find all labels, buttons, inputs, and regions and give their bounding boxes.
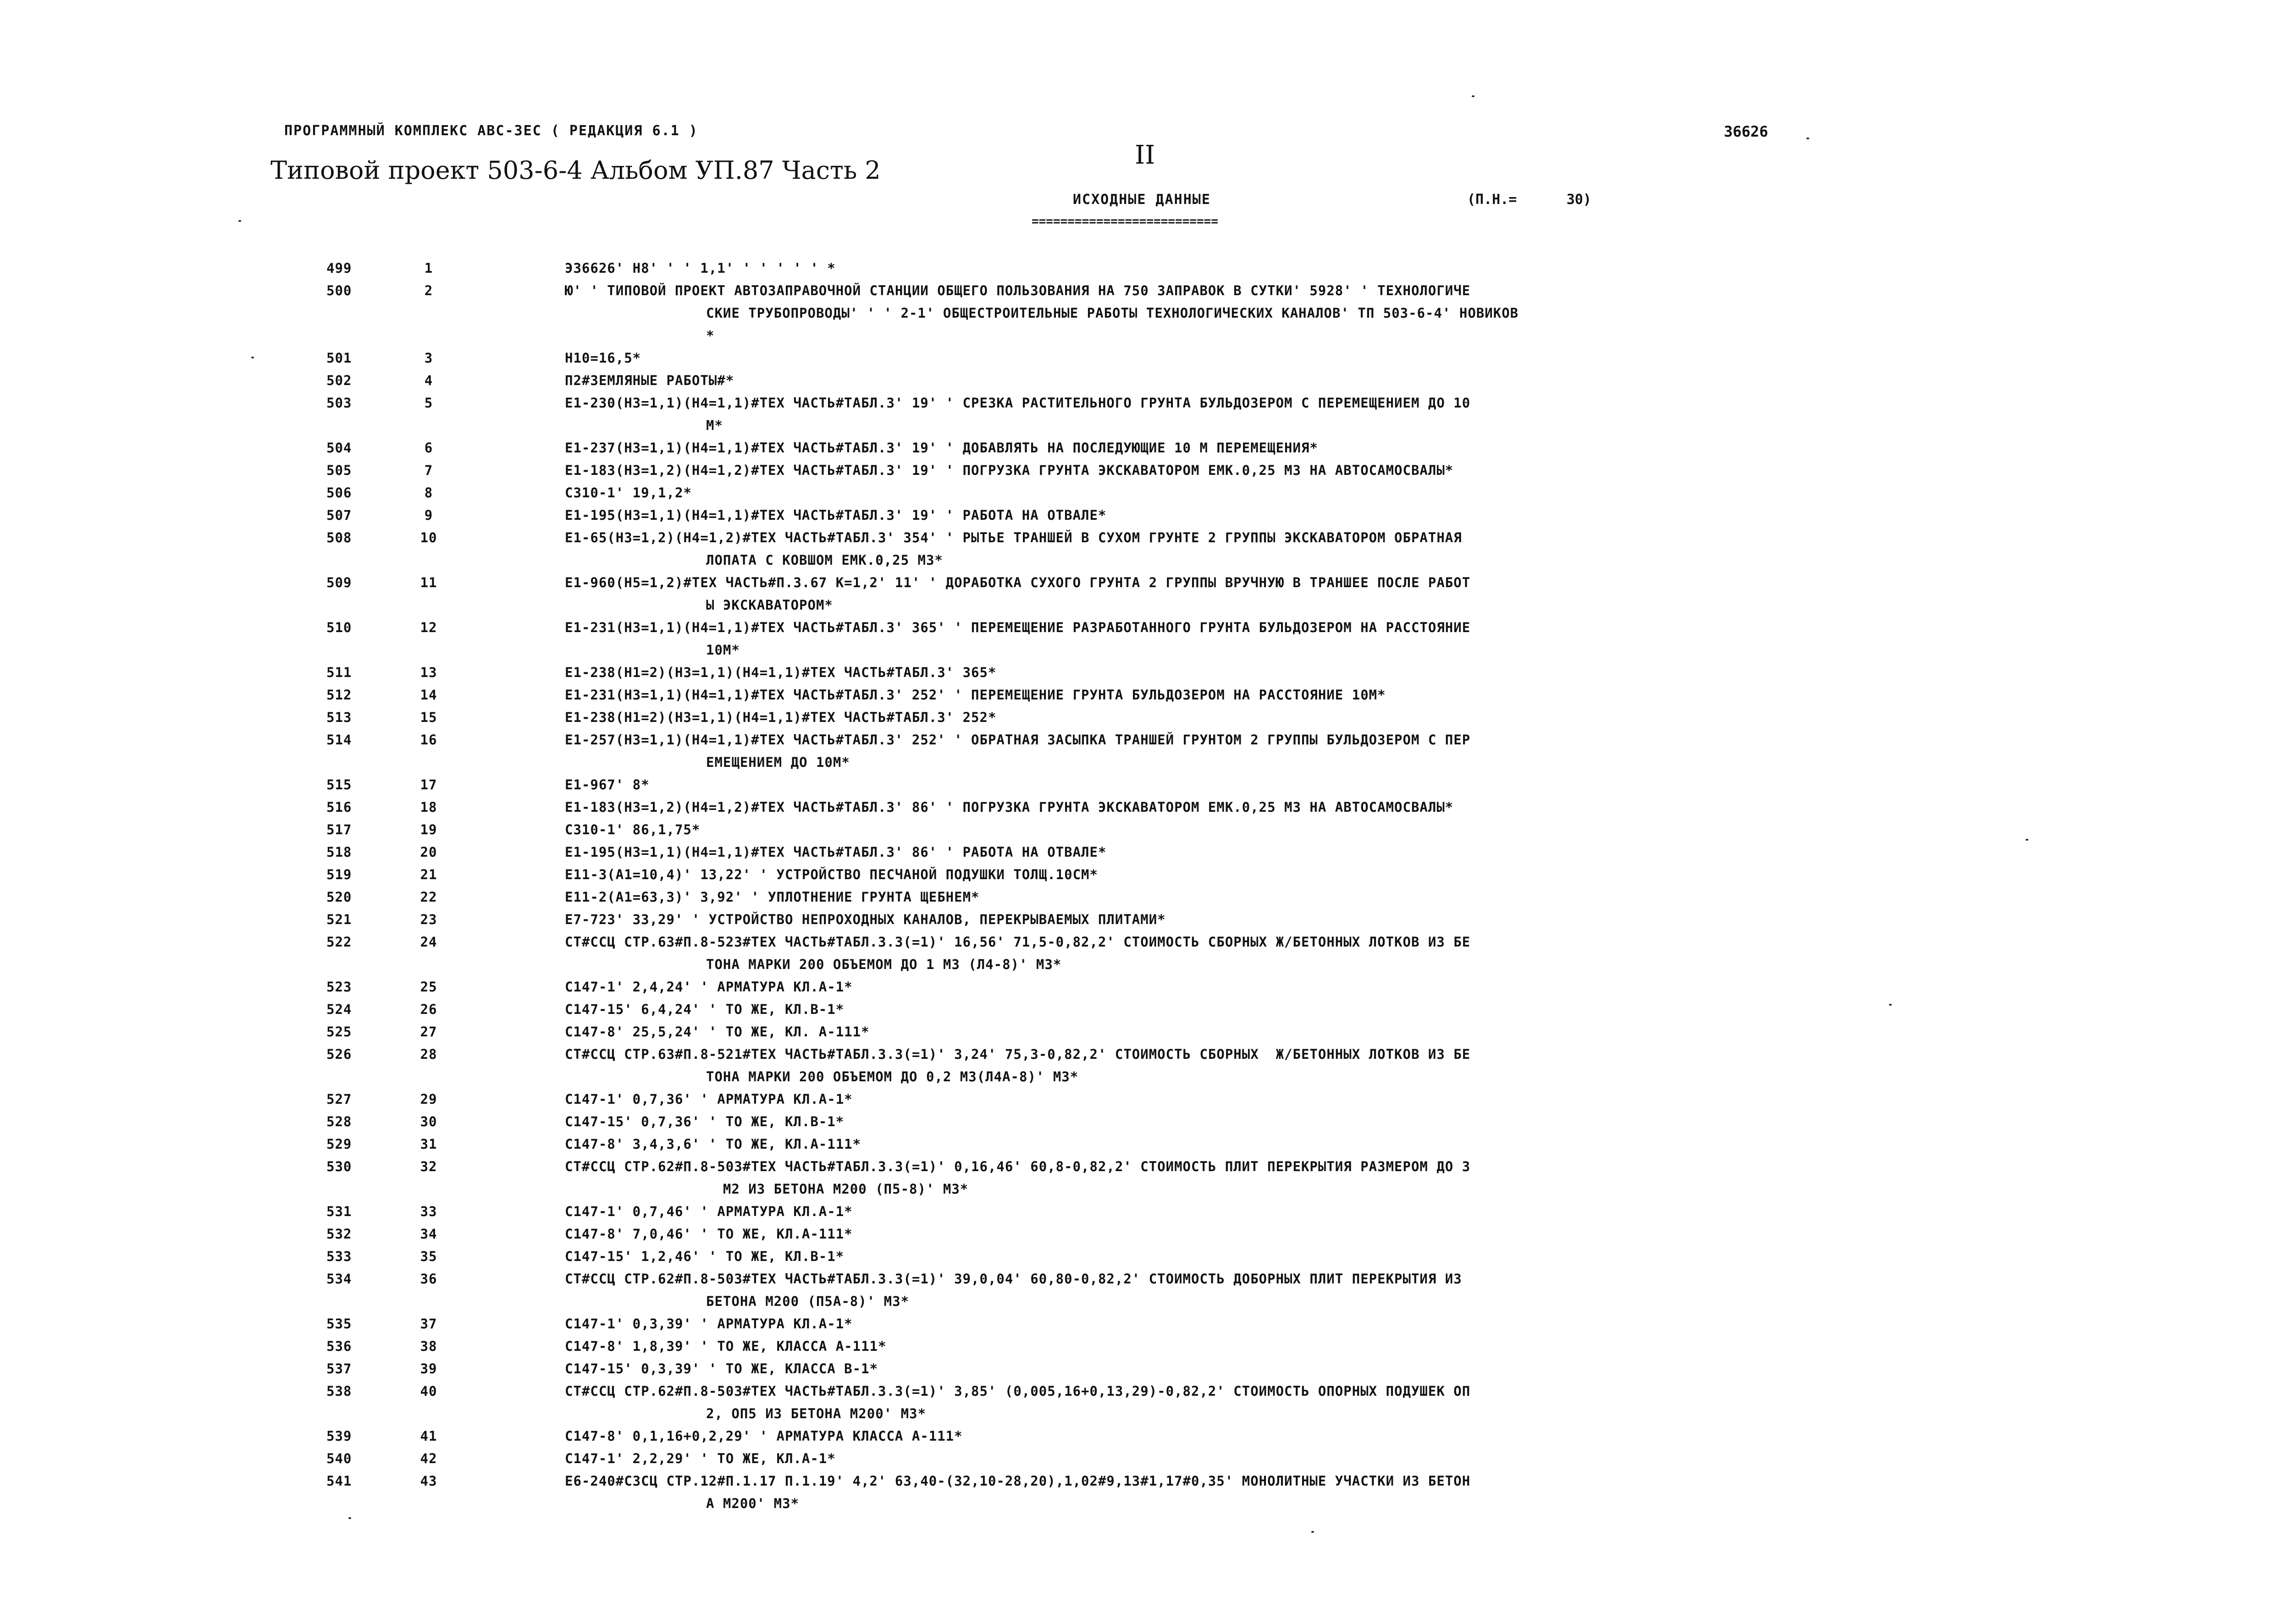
record-number: 522 [326,934,352,950]
record-text: Е1-237(Н3=1,1)(Н4=1,1)#ТЕХ ЧАСТЬ#ТАБЛ.3' 19' ' ДОБАВЛЯТЬ НА ПОСЛЕДУЮЩИЕ 10 М ПЕРЕМЕЩЕНИЯ* [565,440,1318,456]
line-number: 19 [420,822,437,837]
line-number: 5 [424,395,433,411]
record-text: Е1-231(Н3=1,1)(Н4=1,1)#ТЕХ ЧАСТЬ#ТАБЛ.3' 365' ' ПЕРЕМЕЩЕНИЕ РАЗРАБОТАННОГО ГРУНТА БУЛЬДОЗЕРОМ НА РАССТОЯНИЕ [565,620,1471,635]
line-number: 15 [420,710,437,725]
line-number: 18 [420,799,437,815]
line-number: 23 [420,912,437,927]
record-text: Е1-195(Н3=1,1)(Н4=1,1)#ТЕХ ЧАСТЬ#ТАБЛ.3' 19' ' РАБОТА НА ОТВАЛЕ* [565,507,1107,523]
record-number: 534 [326,1271,352,1287]
record-text: Е1-65(Н3=1,2)(Н4=1,2)#ТЕХ ЧАСТЬ#ТАБЛ.3' 354' ' РЫТЬЕ ТРАНШЕЙ В СУХОМ ГРУНТЕ 2 ГРУППЫ ЭКСКАВАТОРОМ ОБРАТНАЯ [565,530,1462,545]
listing-row [0,459,2275,481]
listing-row [0,1380,2275,1402]
listing-row [0,1222,2275,1245]
line-number: 34 [420,1226,437,1242]
record-text: С147-8' 7,0,46' ' ТО ЖЕ, КЛ.А-111* [565,1226,853,1242]
record-continuation: 2, ОП5 ИЗ БЕТОНА М200' М3* [706,1406,926,1421]
listing-row [0,1492,2275,1514]
record-number: 511 [326,665,352,680]
record-continuation: ТОНА МАРКИ 200 ОБЪЕМОМ ДО 1 М3 (Л4-8)' М3* [706,957,1062,972]
listing-row [0,257,2275,279]
record-text: СТ#ССЦ СТР.62#П.8-503#ТЕХ ЧАСТЬ#ТАБЛ.3.3(=1)' 3,85' (0,005,16+0,13,29)-0,82,2' СТОИМОСТЬ ОПОРНЫХ ПОДУШЕК ОП [565,1383,1471,1399]
listing-row [0,616,2275,639]
record-number: 504 [326,440,352,456]
record-number: 523 [326,979,352,995]
record-continuation: ТОНА МАРКИ 200 ОБЪЕМОМ ДО 0,2 М3(Л4А-8)' М3* [706,1069,1079,1085]
record-text: СТ#ССЦ СТР.63#П.8-523#ТЕХ ЧАСТЬ#ТАБЛ.3.3(=1)' 16,56' 71,5-0,82,2' СТОИМОСТЬ СБОРНЫХ Ж/БЕТОННЫХ ЛОТКОВ ИЗ БЕ [565,934,1471,950]
record-number: 518 [326,844,352,860]
listing-row [0,930,2275,953]
record-number: 507 [326,507,352,523]
listing-row [0,706,2275,728]
record-text: С147-15' 6,4,24' ' ТО ЖЕ, КЛ.В-1* [565,1002,845,1017]
record-text: Е1-960(Н5=1,2)#ТЕХ ЧАСТЬ#П.3.67 К=1,2' 11' ' ДОРАБОТКА СУХОГО ГРУНТА 2 ГРУППЫ ВРУЧНУЮ В ТРАНШЕЕ ПОСЛЕ РАБОТ [565,575,1471,590]
listing-row [0,1335,2275,1357]
record-text: Е1-183(Н3=1,2)(Н4=1,2)#ТЕХ ЧАСТЬ#ТАБЛ.3' 86' ' ПОГРУЗКА ГРУНТА ЭКСКАВАТОРОМ ЕМК.0,25 М3 НА АВТОСАМОСВАЛЫ* [565,799,1454,815]
listing-row [0,571,2275,594]
line-number: 16 [420,732,437,748]
line-number: 39 [420,1361,437,1376]
listing-row [0,1200,2275,1222]
record-continuation: Ы ЭКСКАВАТОРОМ* [706,597,833,613]
line-number: 17 [420,777,437,793]
record-text: С147-1' 2,2,29' ' ТО ЖЕ, КЛ.А-1* [565,1451,836,1466]
listing-row [0,1312,2275,1335]
record-text: Е1-967' 8* [565,777,650,793]
record-text: Н10=16,5* [565,350,641,366]
record-number: 513 [326,710,352,725]
listing-row [0,818,2275,841]
record-number: 530 [326,1159,352,1174]
scan-speck [1311,1531,1314,1533]
record-number: 519 [326,867,352,882]
line-number: 30 [420,1114,437,1129]
listing-row [0,1088,2275,1110]
listing-row [0,1155,2275,1178]
listing-row [0,1402,2275,1425]
line-number: 28 [420,1046,437,1062]
record-number: 515 [326,777,352,793]
line-number: 10 [420,530,437,545]
line-number: 21 [420,867,437,882]
record-text: СТ#ССЦ СТР.62#П.8-503#ТЕХ ЧАСТЬ#ТАБЛ.3.3(=1)' 0,16,46' 60,8-0,82,2' СТОИМОСТЬ ПЛИТ ПЕРЕКРЫТИЯ РАЗМЕРОМ ДО 3 [565,1159,1471,1174]
record-text: Е1-230(Н3=1,1)(Н4=1,1)#ТЕХ ЧАСТЬ#ТАБЛ.3' 19' ' СРЕЗКА РАСТИТЕЛЬНОГО ГРУНТА БУЛЬДОЗЕРОМ С ПЕРЕМЕЩЕНИЕМ ДО 10 [565,395,1471,411]
scan-speck [2026,839,2028,841]
record-text: С147-1' 2,4,24' ' АРМАТУРА КЛ.А-1* [565,979,853,995]
record-number: 533 [326,1249,352,1264]
listing-row [0,728,2275,751]
record-continuation: М2 ИЗ БЕТОНА М200 (П5-8)' М3* [706,1181,969,1197]
line-number: 7 [424,462,433,478]
record-number: 517 [326,822,352,837]
line-number: 41 [420,1428,437,1444]
line-number: 31 [420,1136,437,1152]
line-number: 33 [420,1204,437,1219]
record-text: Е1-231(Н3=1,1)(Н4=1,1)#ТЕХ ЧАСТЬ#ТАБЛ.3' 252' ' ПЕРЕМЕЩЕНИЕ ГРУНТА БУЛЬДОЗЕРОМ НА РАССТОЯНИЕ 10М* [565,687,1386,703]
scan-speck [348,1517,351,1519]
record-text: Е1-238(Н1=2)(Н3=1,1)(Н4=1,1)#ТЕХ ЧАСТЬ#ТАБЛ.3' 252* [565,710,997,725]
line-number: 8 [424,485,433,501]
listing-row [0,1178,2275,1200]
record-number: 541 [326,1473,352,1489]
listing-row [0,414,2275,436]
record-text: П2#ЗЕМЛЯНЫЕ РАБОТЫ#* [565,373,734,388]
record-continuation: А М200' М3* [706,1496,800,1511]
listing-row [0,953,2275,975]
record-number: 499 [326,260,352,276]
record-number: 528 [326,1114,352,1129]
listing-row [0,549,2275,571]
line-number: 36 [420,1271,437,1287]
listing-row [0,1110,2275,1133]
listing-row [0,661,2275,683]
listing-row [0,1043,2275,1065]
listing-row [0,796,2275,818]
record-text: Е1-195(Н3=1,1)(Н4=1,1)#ТЕХ ЧАСТЬ#ТАБЛ.3' 86' ' РАБОТА НА ОТВАЛЕ* [565,844,1107,860]
roman-numeral: II [1135,140,1155,170]
listing-row [0,841,2275,863]
record-number: 512 [326,687,352,703]
record-text: С147-8' 1,8,39' ' ТО ЖЕ, КЛАССА А-111* [565,1338,887,1354]
listing-row [0,594,2275,616]
record-text: Е1-257(Н3=1,1)(Н4=1,1)#ТЕХ ЧАСТЬ#ТАБЛ.3' 252' ' ОБРАТНАЯ ЗАСЫПКА ТРАНШЕЙ ГРУНТОМ 2 ГРУППЫ БУЛЬДОЗЕРОМ С ПЕР [565,732,1471,748]
record-continuation: ЛОПАТА С КОВШОМ ЕМК.0,25 М3* [706,552,943,568]
record-continuation: БЕТОНА М200 (П5А-8)' М3* [706,1294,910,1309]
line-number: 13 [420,665,437,680]
record-number: 502 [326,373,352,388]
record-number: 506 [326,485,352,501]
listing-row [0,369,2275,391]
line-number: 22 [420,889,437,905]
line-number: 32 [420,1159,437,1174]
record-text: Е11-3(А1=10,4)' 13,22' ' УСТРОЙСТВО ПЕСЧАНОЙ ПОДУШКИ ТОЛЩ.10СМ* [565,867,1098,882]
line-number: 1 [424,260,433,276]
line-number: 2 [424,283,433,298]
listing-row [0,886,2275,908]
record-text: Е7-723' 33,29' ' УСТРОЙСТВО НЕПРОХОДНЫХ КАНАЛОВ, ПЕРЕКРЫВАЕМЫХ ПЛИТАМИ* [565,912,1166,927]
line-number: 25 [420,979,437,995]
listing-row [0,391,2275,414]
listing-row [0,526,2275,549]
listing [0,257,2275,1514]
listing-row [0,1290,2275,1312]
record-number: 501 [326,350,352,366]
line-number: 38 [420,1338,437,1354]
record-text: С147-15' 0,3,39' ' ТО ЖЕ, КЛАССА В-1* [565,1361,878,1376]
listing-row [0,998,2275,1020]
listing-row [0,1357,2275,1380]
listing-row [0,863,2275,886]
record-text: С147-8' 25,5,24' ' ТО ЖЕ, КЛ. А-111* [565,1024,870,1040]
program-header: ПРОГРАММНЫЙ КОМПЛЕКС АВС-ЗЕС ( РЕДАКЦИЯ 6.1 ) [284,123,698,139]
line-number: 43 [420,1473,437,1489]
listing-row [0,1065,2275,1088]
record-number: 525 [326,1024,352,1040]
record-number: 529 [326,1136,352,1152]
line-number: 40 [420,1383,437,1399]
record-continuation: ЕМЕЩЕНИЕМ ДО 10М* [706,754,850,770]
line-number: 42 [420,1451,437,1466]
record-text: С310-1' 19,1,2* [565,485,692,501]
record-text: Ю' ' ТИПОВОЙ ПРОЕКТ АВТОЗАПРАВОЧНОЙ СТАНЦИИ ОБЩЕГО ПОЛЬЗОВАНИЯ НА 750 ЗАПРАВОК В СУТКИ' 5928' ' ТЕХНОЛОГИЧЕ [565,283,1471,298]
record-text: Е1-183(Н3=1,2)(Н4=1,2)#ТЕХ ЧАСТЬ#ТАБЛ.3' 19' ' ПОГРУЗКА ГРУНТА ЭКСКАВАТОРОМ ЕМК.0,25 М3 НА АВТОСАМОСВАЛЫ* [565,462,1454,478]
record-text: Э36626' Н8' ' ' 1,1' ' ' ' ' ' * [565,260,836,276]
listing-row [0,975,2275,998]
listing-row [0,639,2275,661]
line-number: 12 [420,620,437,635]
record-continuation: * [706,328,715,343]
scan-speck [251,357,254,358]
record-continuation: СКИЕ ТРУБОПРОВОДЫ' ' ' 2-1' ОБЩЕСТРОИТЕЛЬНЫЕ РАБОТЫ ТЕХНОЛОГИЧЕСКИХ КАНАЛОВ' ТП 503-6-4' НОВИКОВ [706,305,1519,321]
record-number: 526 [326,1046,352,1062]
listing-row [0,1020,2275,1043]
project-title: Типовой проект 503-6-4 Альбом УП.87 Часть 2 [271,156,881,185]
line-number: 20 [420,844,437,860]
record-number: 535 [326,1316,352,1332]
record-continuation: М* [706,418,723,433]
line-number: 37 [420,1316,437,1332]
record-number: 520 [326,889,352,905]
listing-row [0,324,2275,347]
scan-speck [1806,138,1809,139]
record-number: 538 [326,1383,352,1399]
listing-row [0,1133,2275,1155]
record-text: С147-1' 0,3,39' ' АРМАТУРА КЛ.А-1* [565,1316,853,1332]
record-text: С147-15' 1,2,46' ' ТО ЖЕ, КЛ.В-1* [565,1249,845,1264]
listing-row [0,1267,2275,1290]
record-number: 516 [326,799,352,815]
record-text: Е11-2(А1=63,3)' 3,92' ' УПЛОТНЕНИЕ ГРУНТА ЩЕБНЕМ* [565,889,980,905]
record-number: 527 [326,1091,352,1107]
record-text: С147-1' 0,7,36' ' АРМАТУРА КЛ.А-1* [565,1091,853,1107]
record-number: 509 [326,575,352,590]
record-text: С147-8' 3,4,3,6' ' ТО ЖЕ, КЛ.А-111* [565,1136,861,1152]
listing-row [0,302,2275,324]
page-reference: (П.Н.= 30) [1467,192,1591,208]
line-number: 3 [424,350,433,366]
listing-row [0,1447,2275,1470]
record-number: 531 [326,1204,352,1219]
listing-row [0,773,2275,796]
record-number: 532 [326,1226,352,1242]
record-text: Е1-238(Н1=2)(Н3=1,1)(Н4=1,1)#ТЕХ ЧАСТЬ#ТАБЛ.3' 365* [565,665,997,680]
listing-row [0,908,2275,930]
record-text: СТ#ССЦ СТР.63#П.8-521#ТЕХ ЧАСТЬ#ТАБЛ.3.3(=1)' 3,24' 75,3-0,82,2' СТОИМОСТЬ СБОРНЫХ Ж/БЕТОННЫХ ЛОТКОВ ИЗ БЕ [565,1046,1471,1062]
document-code: 36626 [1724,123,1768,140]
listing-row [0,683,2275,706]
record-number: 540 [326,1451,352,1466]
record-number: 539 [326,1428,352,1444]
section-title-underline: ========================== [1032,215,1218,228]
record-text: С147-8' 0,1,16+0,2,29' ' АРМАТУРА КЛАССА А-111* [565,1428,963,1444]
line-number: 4 [424,373,433,388]
record-number: 536 [326,1338,352,1354]
listing-row [0,1245,2275,1267]
scan-speck [238,220,241,222]
record-number: 524 [326,1002,352,1017]
record-number: 521 [326,912,352,927]
line-number: 26 [420,1002,437,1017]
record-text: С147-15' 0,7,36' ' ТО ЖЕ, КЛ.В-1* [565,1114,845,1129]
scan-speck [1472,95,1474,97]
line-number: 27 [420,1024,437,1040]
record-number: 500 [326,283,352,298]
line-number: 29 [420,1091,437,1107]
record-number: 510 [326,620,352,635]
section-title: ИСХОДНЫЕ ДАННЫЕ [1073,192,1211,208]
listing-row [0,504,2275,526]
listing-row [0,347,2275,369]
listing-row [0,436,2275,459]
line-number: 24 [420,934,437,950]
listing-row [0,1470,2275,1492]
scan-speck [1889,1004,1892,1006]
line-number: 35 [420,1249,437,1264]
line-number: 9 [424,507,433,523]
record-number: 514 [326,732,352,748]
record-number: 505 [326,462,352,478]
listing-row [0,1425,2275,1447]
record-text: С310-1' 86,1,75* [565,822,701,837]
record-number: 508 [326,530,352,545]
record-continuation: 10М* [706,642,740,658]
record-number: 537 [326,1361,352,1376]
listing-row [0,279,2275,302]
line-number: 14 [420,687,437,703]
record-text: Е6-240#С3СЦ СТР.12#П.1.17 П.1.19' 4,2' 63,40-(32,10-28,20),1,02#9,13#1,17#0,35' МОНОЛИТНЫЕ УЧАСТКИ ИЗ БЕТОН [565,1473,1471,1489]
listing-row [0,751,2275,773]
record-text: СТ#ССЦ СТР.62#П.8-503#ТЕХ ЧАСТЬ#ТАБЛ.3.3(=1)' 39,0,04' 60,80-0,82,2' СТОИМОСТЬ ДОБОРНЫХ ПЛИТ ПЕРЕКРЫТИЯ ИЗ [565,1271,1462,1287]
line-number: 6 [424,440,433,456]
record-number: 503 [326,395,352,411]
listing-row [0,481,2275,504]
record-text: С147-1' 0,7,46' ' АРМАТУРА КЛ.А-1* [565,1204,853,1219]
line-number: 11 [420,575,437,590]
